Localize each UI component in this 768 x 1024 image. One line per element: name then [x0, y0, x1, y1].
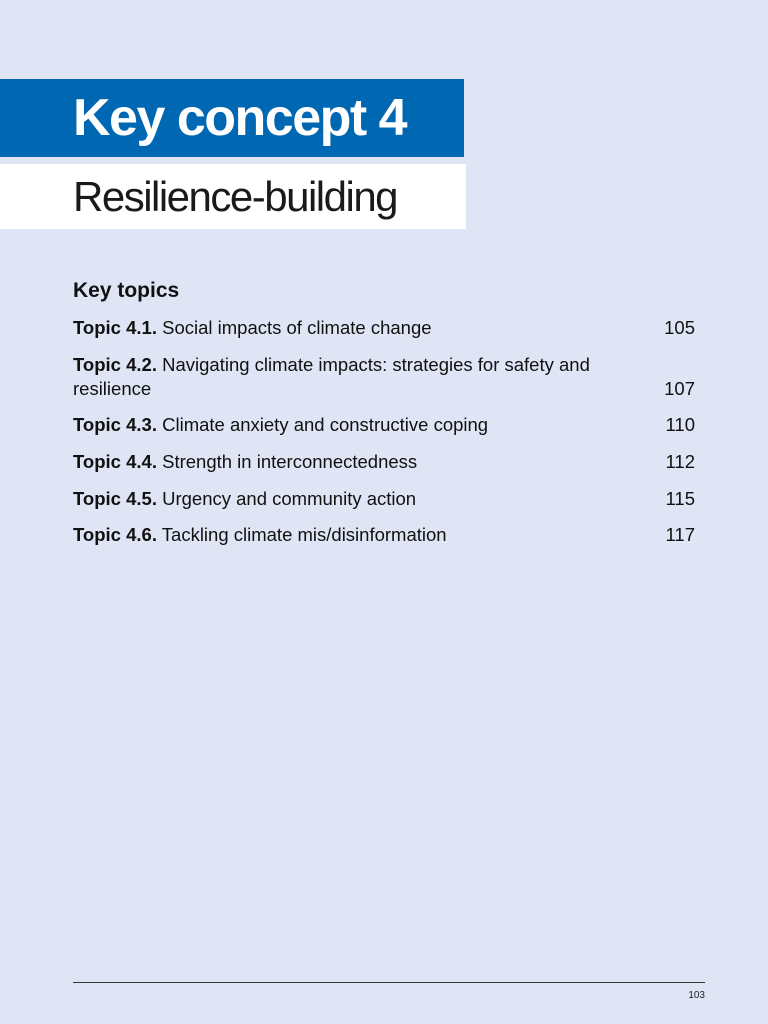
topic-title: Social impacts of climate change: [162, 317, 432, 338]
page-title: Key concept 4: [73, 89, 407, 147]
topic-page-number: 110: [665, 414, 695, 436]
subtitle-band: [0, 164, 466, 229]
topic-label: Topic 4.4.: [73, 451, 157, 473]
topic-item[interactable]: [73, 413, 695, 437]
topic-item[interactable]: [73, 487, 695, 511]
topics-list: [73, 316, 695, 560]
topic-page-number: 112: [665, 451, 695, 473]
page-number: 103: [688, 990, 705, 1001]
topic-title: Urgency and community action: [162, 487, 417, 509]
key-topics-heading: Key topics: [73, 279, 180, 302]
topic-item[interactable]: [73, 353, 695, 401]
topic-page-number: 115: [665, 487, 695, 509]
topic-item[interactable]: [73, 523, 695, 547]
topic-title: Tackling climate mis/disinformation: [161, 524, 447, 546]
topic-title: Strength in interconnectedness: [162, 451, 418, 473]
topic-label: Topic 4.6.: [73, 524, 157, 546]
topic-item[interactable]: [73, 316, 695, 340]
topic-title: Navigating climate impacts: strategies for safety and resilience: [73, 353, 590, 399]
title-band: [0, 79, 464, 157]
topic-page-number: 107: [664, 377, 695, 399]
topic-title: Climate anxiety and constructive coping: [162, 414, 489, 436]
topic-label: Topic 4.1.: [73, 317, 157, 338]
topic-page-number: 105: [664, 317, 695, 338]
topic-page-number: 117: [665, 524, 695, 546]
topic-label: Topic 4.3.: [73, 414, 157, 436]
topic-item[interactable]: [73, 450, 695, 474]
topic-label: Topic 4.5.: [73, 487, 157, 509]
topic-label: Topic 4.2.: [73, 353, 157, 375]
footer-divider: [73, 982, 705, 983]
page-subtitle: Resilience-building: [73, 173, 398, 220]
